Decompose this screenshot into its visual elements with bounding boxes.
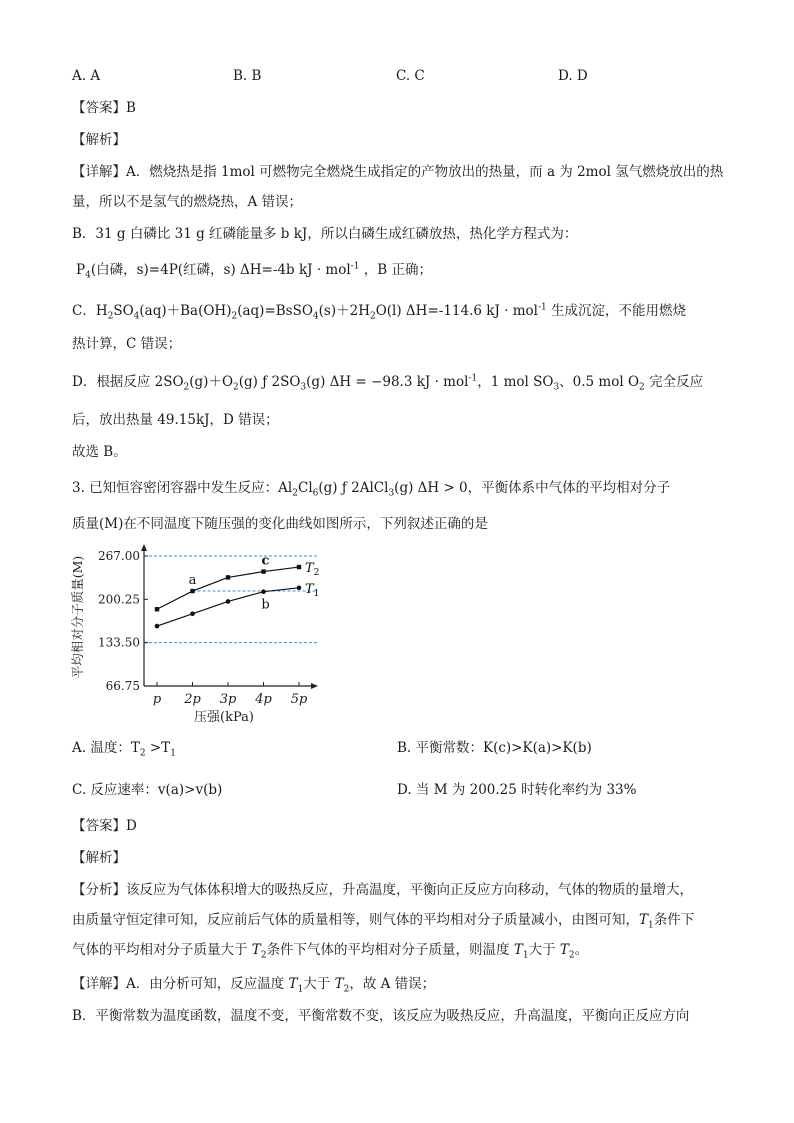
series-label-t2: $T_2$ <box>305 561 320 579</box>
series-point-t2 <box>226 575 230 579</box>
detail-a-line2: 量，所以不是氢气的燃烧热，A 错误； <box>72 194 303 210</box>
q3-option-c: C. 反应速率：v(a)>v(b) <box>72 782 223 798</box>
answer-q3: 【答案】D <box>72 818 137 834</box>
q3-option-d: D. 当 M 为 200.25 时转化率约为 33% <box>397 782 637 798</box>
molar-mass-chart <box>68 543 338 728</box>
q3-stem-line1: 3. 已知恒容密闭容器中发生反应：$Al_2Cl_6(g)$ ƒ 2AlCl$_3$(g) ΔH > 0，平衡体系中气体的平均相对分子 <box>72 480 671 499</box>
y-tick-label: 133.50 <box>98 635 140 650</box>
series-point-t2 <box>190 589 194 593</box>
q3-detail-line1: 【详解】A．由分析可知，反应温度 $T_1$大于 $T_2$，故 A 错误； <box>72 976 436 995</box>
analysis-heading-q3: 【解析】 <box>72 850 126 866</box>
series-point-t2 <box>261 569 265 573</box>
series-point-t1 <box>190 611 195 616</box>
x-axis-label: 压强(kPa) <box>194 710 254 725</box>
q3-analysis-line2: 由质量守恒定律可知，反应前后气体的质量相等，则气体的平均相对分子质量减小，由图可知，$T_1$条件下 <box>72 912 695 931</box>
x-axis-arrow <box>311 683 318 689</box>
q3-detail-line2: B．平衡常数为温度函数，温度不变，平衡常数不变，该反应为吸热反应，升高温度，平衡向正反应方向 <box>72 1008 690 1024</box>
detail-d-line2: 后，放出热量 49.15kJ，D 错误； <box>72 412 279 428</box>
detail-d-line1: D．根据反应 $2SO_2(g)+O_2(g)$ ƒ $2SO_3(g) \Delta H = -98.3$ kJ · mol$^{-1}$，1 mol $SO_3$、0.5 mol $O_2$ 完全反应 <box>72 373 704 393</box>
option-c: C. C <box>396 68 425 84</box>
detail-b-equation: $P_4$(白磷，s)=4P(红磷，s) ΔH=-4b kJ · mol$^{-1}$ ，B 正确； <box>76 261 432 281</box>
y-tick-label: 200.25 <box>98 592 140 607</box>
series-point-t1 <box>261 589 266 594</box>
detail-c-line1: C．$H_2SO_4(aq)+Ba(OH)_2(aq)=BsSO_4(s)+2H_2O(l)$ ΔH=-114.6 kJ · mol$^{-1}$ 生成沉淀，不能用燃烧 <box>72 302 687 322</box>
point-label-a: a <box>188 573 197 589</box>
y-tick-label: 66.75 <box>105 679 140 693</box>
x-tick-label: 4p <box>255 692 272 707</box>
analysis-heading-q2: 【解析】 <box>72 132 126 148</box>
point-label-b: b <box>261 597 270 613</box>
q3-analysis-line3: 气体的平均相对分子质量大于 $T_2$条件下气体的平均相对分子质量，则温度 $T_1$大于 $T_2$。 <box>72 942 589 961</box>
series-point-t1 <box>155 624 160 629</box>
answer-q2: 【答案】B <box>72 100 136 116</box>
series-point-t2 <box>155 607 159 611</box>
x-tick-label: p <box>152 692 162 707</box>
point-label-c: c <box>261 553 270 569</box>
x-tick-label: 2p <box>184 692 201 707</box>
option-b: B. B <box>233 68 262 84</box>
detail-a-line1: 【详解】A．燃烧热是指 1mol 可燃物完全燃烧生成指定的产物放出的热量，而 a 为 2mol 氢气燃烧放出的热 <box>72 164 724 180</box>
series-label-t1: $T_1$ <box>305 581 320 599</box>
y-axis-arrow <box>141 544 147 551</box>
series-point-t1 <box>226 599 231 604</box>
series-point-t1 <box>297 586 302 591</box>
choose-line: 故选 B。 <box>72 444 127 460</box>
x-tick-label: 3p <box>219 692 237 707</box>
detail-b-line1: B．31 g 白磷比 31 g 红磷能量多 b kJ，所以白磷生成红磷放热，热化学方程式为： <box>72 226 578 242</box>
series-line-t1 <box>157 588 299 626</box>
detail-c-line2: 热计算，C 错误； <box>72 336 182 352</box>
q3-analysis-line1: 【分析】该反应为气体体积增大的吸热反应，升高温度，平衡向正反应方向移动，气体的物质的量增大， <box>72 882 693 898</box>
y-tick-label: 267.00 <box>98 549 140 563</box>
q3-option-b: B. 平衡常数：K(c)>K(a)>K(b) <box>397 740 592 756</box>
q3-stem-line2: 质量(M)在不同温度下随压强的变化曲线如图所示，下列叙述正确的是 <box>72 516 488 532</box>
y-axis-label: 平均相对分子质量(M) <box>70 555 85 679</box>
option-d: D. D <box>558 68 588 84</box>
q3-option-a: A. 温度：$T_2 >T_1$ <box>72 740 176 759</box>
series-point-t2 <box>297 565 301 569</box>
x-tick-label: 5p <box>290 692 308 707</box>
option-a: A. A <box>72 68 101 84</box>
